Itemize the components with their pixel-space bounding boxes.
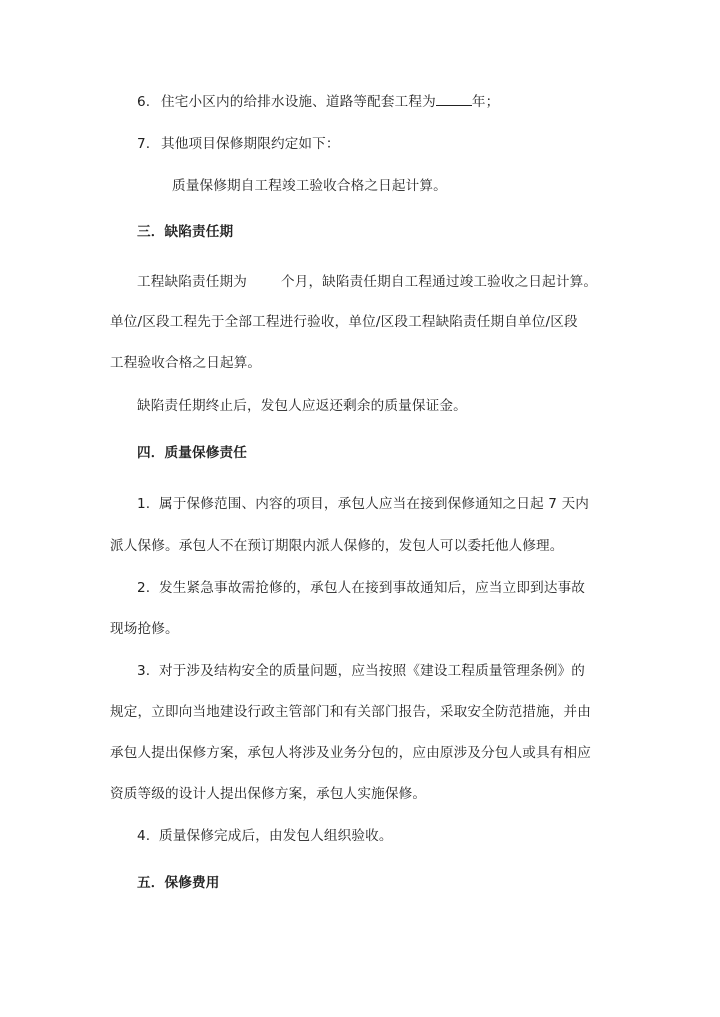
paragraph-line: 派人保修。承包人不在预订期限内派人保修的，发包人可以委托他人修理。	[110, 538, 564, 554]
item-text: 属于保修范围、内容的项目，承包人应当在接到保修通知之日起 7 天内	[159, 496, 590, 512]
item-text: 质量保修完成后，由发包人组织验收。	[159, 828, 393, 844]
list-item-7	[137, 134, 340, 154]
item-text: 对于涉及结构安全的质量问题，应当按照《建设工程质量管理条例》的	[159, 663, 586, 679]
text-segment: 个月，缺陷责任期自工程通过竣工验收之日起计算。	[280, 274, 598, 290]
item-text-suffix: 年；	[471, 94, 500, 110]
text-segment: 工程缺陷责任期为	[137, 274, 247, 290]
paragraph-warranty-start: 质量保修期自工程竣工验收合格之日起计算。	[172, 178, 447, 194]
list-item-3	[137, 661, 585, 681]
paragraph-line: 工程验收合格之日起算。	[110, 355, 262, 371]
item-number: 1.	[137, 496, 151, 512]
item-number: 2.	[137, 580, 151, 596]
list-item-4	[137, 826, 393, 846]
blank-field	[436, 92, 472, 106]
paragraph-line: 缺陷责任期终止后，发包人应返还剩余的质量保证金。	[137, 398, 467, 414]
list-item-1	[137, 494, 589, 514]
paragraph-line: 单位/区段工程先于全部工程进行验收，单位/区段工程缺陷责任期自单位/区段	[110, 314, 578, 330]
list-item-6	[137, 92, 499, 112]
item-number: 6.	[137, 94, 151, 110]
item-text: 发生紧急事故需抢修的，承包人在接到事故通知后，应当立即到达事故	[159, 580, 586, 596]
section-heading-5: 五．保修费用	[137, 875, 220, 891]
paragraph-line: 现场抢修。	[110, 621, 179, 637]
item-text: 其他项目保修期限约定如下：	[161, 136, 340, 152]
item-number: 4.	[137, 828, 151, 844]
paragraph-line: 承包人提出保修方案，承包人将涉及业务分包的，应由原涉及分包人或具有相应	[110, 745, 592, 761]
section-heading-3: 三．缺陷责任期	[137, 224, 234, 240]
item-text: 住宅小区内的给排水设施、道路等配套工程为	[161, 94, 436, 110]
list-item-2	[137, 578, 585, 598]
paragraph-line: 资质等级的设计人提出保修方案，承包人实施保修。	[110, 786, 427, 802]
paragraph-line: 规定，立即向当地建设行政主管部门和有关部门报告，采取安全防范措施，并由	[110, 704, 592, 720]
paragraph-line	[137, 272, 597, 292]
item-number: 3.	[137, 663, 151, 679]
section-heading-4: 四．质量保修责任	[137, 445, 247, 461]
item-number: 7.	[137, 136, 151, 152]
